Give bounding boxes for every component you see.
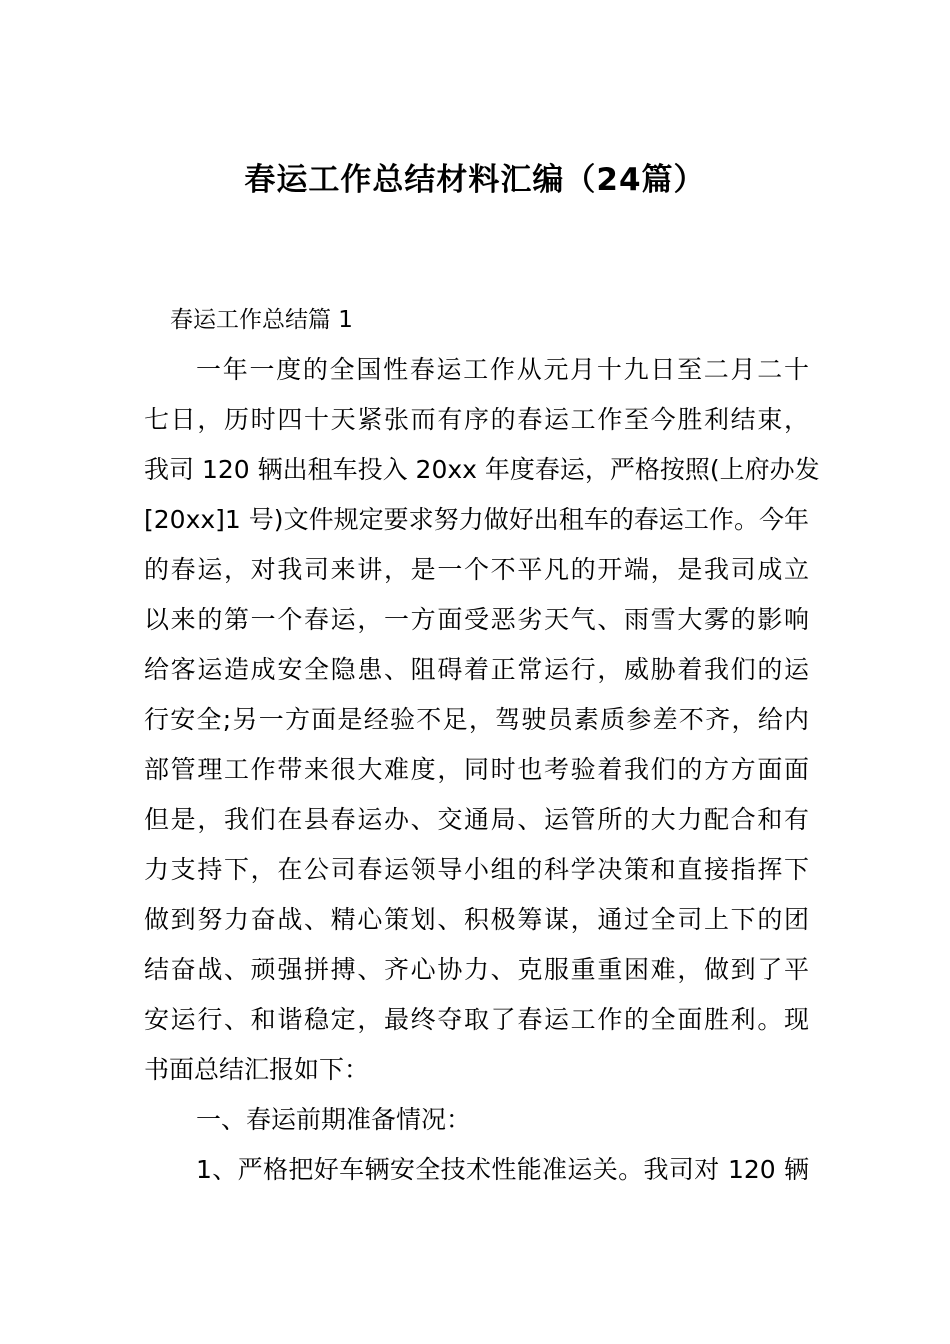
paragraph-line: 结奋战、顽强拼搏、齐心协力、克服重重困难，做到了平 (144, 955, 809, 984)
subsection-heading: 一、春运前期准备情况： (196, 1105, 472, 1134)
paragraph-line: 给客运造成安全隐患、阻碍着正常运行，威胁着我们的运 (144, 655, 809, 684)
paragraph-line: [20xx]1 号)文件规定要求努力做好出租车的春运工作。今年 (144, 505, 809, 534)
paragraph-line: 安运行、和谐稳定，最终夺取了春运工作的全面胜利。现 (144, 1005, 809, 1034)
paragraph-line: 行安全;另一方面是经验不足，驾驶员素质参差不齐，给内 (144, 705, 809, 734)
paragraph-line: 以来的第一个春运，一方面受恶劣天气、雨雪大雾的影响 (144, 605, 809, 634)
section-heading: 春运工作总结篇 1 (170, 307, 353, 333)
paragraph-line: 一年一度的全国性春运工作从元月十九日至二月二十 (196, 355, 809, 384)
document-title: 春运工作总结材料汇编（24篇） (244, 162, 706, 198)
paragraph-line: 力支持下，在公司春运领导小组的科学决策和直接指挥下 (144, 855, 809, 884)
paragraph-line: 部管理工作带来很大难度，同时也考验着我们的方方面面 (144, 755, 809, 784)
item-1-line: 1、严格把好车辆安全技术性能准运关。我司对 120 辆 (196, 1155, 809, 1184)
paragraph-line: 七日，历时四十天紧张而有序的春运工作至今胜利结束， (144, 405, 809, 434)
paragraph-line: 书面总结汇报如下： (144, 1055, 370, 1084)
paragraph-line: 的春运，对我司来讲，是一个不平凡的开端，是我司成立 (144, 555, 809, 584)
paragraph-line: 做到努力奋战、精心策划、积极筹谋，通过全司上下的团 (144, 905, 809, 934)
paragraph-line: 我司 120 辆出租车投入 20xx 年度春运，严格按照(上府办发 (144, 455, 820, 484)
paragraph-line: 但是，我们在县春运办、交通局、运管所的大力配合和有 (144, 805, 809, 834)
